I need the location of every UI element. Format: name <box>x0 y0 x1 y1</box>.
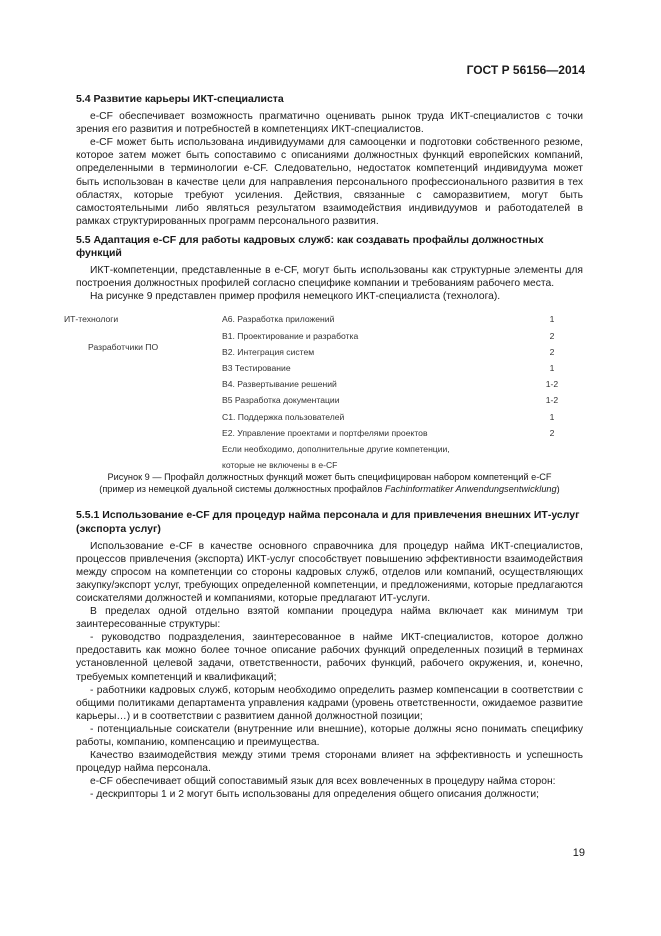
competence-row <box>222 427 567 443</box>
competence-row <box>222 362 567 378</box>
paragraph: e-CF обеспечивает возможность прагматично оценивать рынок труда ИКТ-специалистов с точки зрения его развития и потребностей в компетенциях ИКТ-специалистов. <box>76 111 583 136</box>
competence-note: Если необходимо, дополнительные другие компетенции, <box>222 443 450 454</box>
competence-label: В1. Проектирование и разработка <box>222 330 359 341</box>
caption-line <box>76 483 583 495</box>
paragraph: На рисунке 9 представлен пример профиля немецкого ИКТ-специалиста (технолога). <box>90 291 501 303</box>
competence-level: 1 <box>549 362 555 373</box>
competence-note-row <box>222 443 567 459</box>
competence-row <box>222 346 567 362</box>
competence-label: Е2. Управление проектами и портфелями проектов <box>222 427 428 438</box>
competence-level: 2 <box>549 346 555 357</box>
paragraph: ИКТ-компетенции, представленные в e-CF, могут быть использованы как структурные элементы для построения должностных профилей согласно специфике компании и требованиям рабочего места. <box>76 265 583 290</box>
caption-text: ) <box>556 484 560 495</box>
list-item: - дескрипторы 1 и 2 могут быть использованы для определения общего описания должности; <box>90 789 539 801</box>
competence-label: В5 Разработка документации <box>222 395 340 406</box>
list-item: - работники кадровых служб, которым необходимо определить размер компенсации в соответствии с общими политиками департамента управления кадрами (уровень ответственности, ожидаемое развитие карьеры…) и в соответствии с развитием данной должностной позиции; <box>76 684 583 722</box>
competence-level: 2 <box>549 427 555 438</box>
competence-list <box>222 313 567 475</box>
paragraph: В пределах одной отдельно взятой компании процедура найма включает как минимум три заинтересованные структуры: <box>76 606 583 631</box>
paragraph: e-CF обеспечивает общий сопоставимый язык для всех вовлеченных в процедуру найма сторон: <box>90 776 556 788</box>
competence-note-row <box>222 459 567 475</box>
section-5-5-1-title: 5.5.1 Использование e-CF для процедур найма персонала и для привлечения внешних ИТ-услуг (экспорта услуг) <box>76 509 580 535</box>
caption-line: Рисунок 9 — Профайл должностных функций может быть специфицирован набором компетенций e-CF <box>107 472 552 483</box>
section-5-4-title: 5.4 Развитие карьеры ИКТ-специалиста <box>76 93 284 105</box>
competence-label: В3 Тестирование <box>222 362 291 373</box>
page-number: 19 <box>572 847 585 859</box>
figure-subrole-label: Разработчики ПО <box>88 342 159 353</box>
list-item: - руководство подразделения, заинтересованное в найме ИКТ-специалистов, которое должно предоставить как можно более точное описание рабочих функций определенных позиций в терминах установленной целевой задачи, ответственности, рабочих функций, рабочего окружения, и, конечно, требуемых компетенций и квалификаций; <box>76 632 583 683</box>
competence-note: которые не включены в e-CF <box>222 460 338 471</box>
stakeholder-list <box>76 631 583 749</box>
competence-level: 1-2 <box>545 395 559 406</box>
competence-label: С1. Поддержка пользователей <box>222 411 345 422</box>
competence-row <box>222 411 567 427</box>
competence-row <box>222 313 567 329</box>
competence-label: А6. Разработка приложений <box>222 314 335 325</box>
page-body <box>64 93 583 801</box>
competence-row <box>222 378 567 394</box>
competence-level: 2 <box>549 330 555 341</box>
competence-label: В4. Развертывание решений <box>222 379 337 390</box>
paragraph: Использование e-CF в качестве основного справочника для процедур найма ИКТ-специалистов, процессов привлечения (экспорта) ИКТ-услуг способствует повышению эффективности взаимодействия между спросом на компетенции со стороны кадровых служб, отделов или компаний, осуществляющих закупку/экспорт услуг, требующих определенной компетенции, и предложениями, которые предлагаются соискателями должностей и компаниями, которые предлагают ИТ-услуги. <box>76 540 583 604</box>
competence-row <box>222 394 567 410</box>
paragraph: e-CF может быть использована индивидуумами для самооценки и подготовки собственного резюме, которое затем может быть сопоставимо с описаниями должностных функций европейских компаний, определенными в терминологии e-CF. Следовательно, недостаток компетенций индивидуума может быть использован в качестве цели для направления персонального профессионального развития в тех областях, которые требуют усиления. Действия, связанные с саморазвитием, могут быть самостоятельными либо являться результатом взаимодействия индивидуумов и работодателей в рамках структурированных программ персонального развития. <box>76 137 583 227</box>
figure-9-profile <box>64 313 583 471</box>
competence-level: 1-2 <box>545 379 559 390</box>
caption-italic: Fachinformatiker Anwendungsentwicklung <box>384 484 557 495</box>
document-header: ГОСТ Р 56156—2014 <box>466 63 585 77</box>
paragraph: Качество взаимодействия между этими тремя сторонами влияет на эффективность и успешность процедур найма персонала. <box>76 750 583 775</box>
competence-level: 1 <box>549 314 555 325</box>
list-item: - потенциальные соискатели (внутренние или внешние), которые должны ясно понимать специфику работы, компанию, компенсацию и преимущества. <box>76 723 583 748</box>
competence-level: 1 <box>549 411 555 422</box>
figure-role-label: ИТ-технологи <box>64 314 119 325</box>
competence-row <box>222 330 567 346</box>
section-5-5-title: 5.5 Адаптация e-CF для работы кадровых служб: как создавать профайлы должностных функций <box>76 233 544 260</box>
competence-label: В2. Интеграция систем <box>222 346 315 357</box>
caption-text: (пример из немецкой дуальной системы должностных профайлов <box>99 484 385 495</box>
